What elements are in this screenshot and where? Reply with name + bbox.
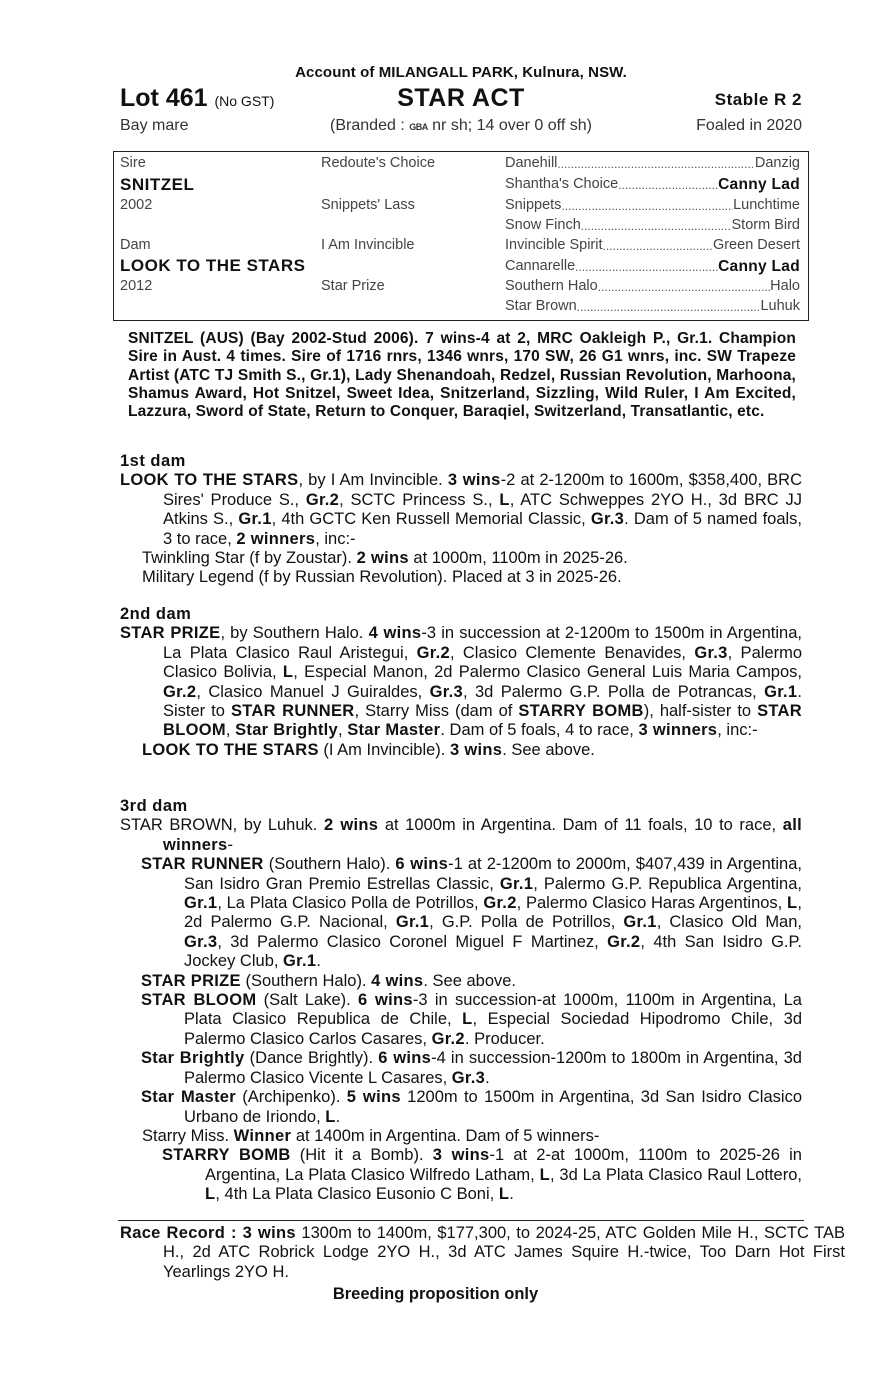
brand-info: (Branded : GBA nr sh; 14 over 0 off sh) — [330, 117, 592, 134]
sire-dam: Snippets' Lass — [321, 197, 415, 213]
second-dam-section — [120, 605, 802, 760]
foaled-year: Foaled in 2020 — [696, 117, 802, 134]
dam-entry: STAR BROWN, by Luhuk. 2 wins at 1000m in Argentina. Dam of 11 foals, 10 to race, all winners- — [120, 816, 802, 854]
foal-entry: Twinkling Star (f by Zoustar). 2 wins at 1000m, 1100m in 2025-26. — [142, 549, 628, 568]
dam-year: 2012 — [120, 278, 153, 294]
divider — [118, 1220, 804, 1221]
progeny-entry: LOOK TO THE STARS (I Am Invincible). 3 wins. See above. — [142, 740, 595, 759]
breeding-note: Breeding proposition only — [332, 1285, 539, 1303]
vendor-account: Account of MILANGALL PARK, Kulnura, NSW. — [295, 64, 627, 81]
pedigree-gen3-row: Star Brown ..... Luhuk — [505, 298, 800, 314]
progeny-entry: STAR RUNNER (Southern Halo). 6 wins-1 at 2-1200m to 2000m, $407,439 in Argentina, San Isidro Gran Premio Estrellas Classic, Gr.1, Palermo G.P. Republica Argentina, Gr.1, La Plata Clasico Polla de Potrillos, Gr.2, Palermo Clasico Haras Argentinos, L, 2d Palermo G.P. Nacional, Gr.1, G.P. Polla de Potrillos, Gr.1, Clasico Old Man, Gr.3, 3d Palermo Clasico Coronel Miguel F Martinez, Gr.2, 4th San Isidro G.P. Jockey Club, Gr.1. — [141, 855, 802, 971]
section-heading: 1st dam — [120, 452, 186, 470]
dam-entry: STAR PRIZE, by Southern Halo. 4 wins-3 in succession at 2-1200m to 1500m in Argentina, La Plata Clasico Raul Aristegui, Gr.2, Clasico Clemente Benavides, Gr.3, Palermo Clasico Bolivia, L, Especial Manon, 2d Palermo Clasico General Luis Maria Campos, Gr.2, Clasico Manuel J Guiraldes, Gr.3, 3d Palermo G.P. Polla de Potrancas, Gr.1. Sister to STAR RUNNER, Starry Miss (dam of STARRY BOMB), half-sister to STAR BLOOM, Star Brightly, Star Master. Dam of 5 foals, 4 to race, 3 winners, inc:- — [120, 624, 803, 740]
sire-year: 2002 — [120, 197, 153, 213]
progeny-entry: Starry Miss. Winner at 1400m in Argentina. Dam of 5 winners- — [142, 1126, 600, 1145]
dam-name: LOOK TO THE STARS — [120, 256, 306, 275]
progeny-entry: Star Brightly (Dance Brightly). 6 wins-4 in succession-1200m to 1800m in Argentina, 3d Palermo Clasico Vicente L Casares, Gr.3. — [141, 1049, 802, 1087]
foal-entry: Military Legend (f by Russian Revolution). Placed at 3 in 2025-26. — [142, 568, 622, 587]
progeny-entry: STAR BLOOM (Salt Lake). 6 wins-3 in succession-at 1000m, 1100m in Argentina, La Plata Clasico Republica de Chile, L, Especial Sociedad Hipodromo Chile, 3d Palermo Clasico Carlos Casares, Gr.2. Producer. — [141, 991, 802, 1048]
progeny-entry: STAR PRIZE (Southern Halo). 4 wins. See above. — [141, 971, 517, 990]
pedigree-gen3-row: Snow Finch ..... Storm Bird — [505, 217, 800, 233]
pedigree-gen3-row: Invincible Spirit ..... Green Desert — [505, 237, 800, 253]
catalogue-header — [120, 64, 802, 140]
grand-progeny-entry: STARRY BOMB (Hit it a Bomb). 3 wins-1 at 2-at 1000m, 1100m to 2025-26 in Argentina, La Plata Clasico Wilfredo Latham, L, 3d La Plata Clasico Raul Lottero, L, 4th La Plata Clasico Eusonio C Boni, L. — [162, 1146, 802, 1204]
sire-label: Sire — [120, 155, 146, 171]
sire-sire: Redoute's Choice — [321, 155, 436, 171]
pedigree-gen3-row: Shantha's Choice ..... Canny Lad — [505, 176, 800, 194]
third-dam-section — [120, 797, 802, 1205]
race-record-label: Race Record : 3 wins — [120, 1224, 296, 1242]
dam-label: Dam — [120, 237, 151, 253]
sire-summary: SNITZEL (AUS) (Bay 2002-Stud 2006). 7 wins-4 at 2, MRC Oakleigh P., Gr.1. Champion Sire in Aust. 4 times. Sire of 1716 rnrs, 1346 wnrs, 170 SW, 26 G1 wnrs, inc. SW Trapeze Artist (ATC TJ Smith S., Gr.1), Lady Shenandoah, Redzel, Russian Revolution, Marhoona, Shamus Award, Hot Snitzel, Sweet Idea, Snitzerland, Sizzling, Wild Ruler, I Am Excited, Lazzura, Sword of State, Return to Conquer, Baraqiel, Switzerland, Transatlantic, etc. — [128, 330, 796, 421]
pedigree-gen3-row: Cannarelle ..... Canny Lad — [505, 258, 800, 276]
gst-note: (No GST) — [214, 93, 275, 109]
pedigree-table — [113, 151, 809, 321]
dam-sire: I Am Invincible — [321, 237, 415, 253]
pedigree-gen3-row: Snippets ..... Lunchtime — [505, 197, 800, 213]
race-record: Race Record : 3 wins 1300m to 1400m, $177,300, to 2024-25, ATC Golden Mile H., SCTC TAB H., 2d ATC Robrick Lodge 2YO H., 3d ATC James Squire H.-twice, Too Darn Hot First Yearlings 2YO H. — [120, 1224, 845, 1281]
lot-label: Lot 461 — [120, 84, 208, 112]
stable-location: Stable R 2 — [714, 90, 802, 109]
section-heading: 3rd dam — [120, 797, 188, 815]
pedigree-gen3-row: Danehill ..... Danzig — [505, 155, 800, 171]
horse-name: STAR ACT — [397, 84, 525, 112]
sex-colour: Bay mare — [120, 117, 189, 134]
first-dam-section — [120, 452, 802, 588]
sire-name: SNITZEL — [120, 175, 195, 194]
dam-entry: LOOK TO THE STARS, by I Am Invincible. 3 wins-2 at 2-1200m to 1600m, $358,400, BRC Sires' Produce S., Gr.2, SCTC Princess S., L, ATC Schweppes 2YO H., 3d BRC JJ Atkins S., Gr.1, 4th GCTC Ken Russell Memorial Classic, Gr.3. Dam of 5 named foals, 3 to race, 2 winners, inc:- — [120, 471, 803, 548]
dam-dam: Star Prize — [321, 278, 385, 294]
section-heading: 2nd dam — [120, 605, 192, 623]
progeny-entry: Star Master (Archipenko). 5 wins 1200m to 1500m in Argentina, 3d San Isidro Clasico Urbano de Iriondo, L. — [141, 1088, 802, 1126]
pedigree-gen3-row: Southern Halo ..... Halo — [505, 278, 800, 294]
brand-mark: GBA — [409, 122, 428, 132]
